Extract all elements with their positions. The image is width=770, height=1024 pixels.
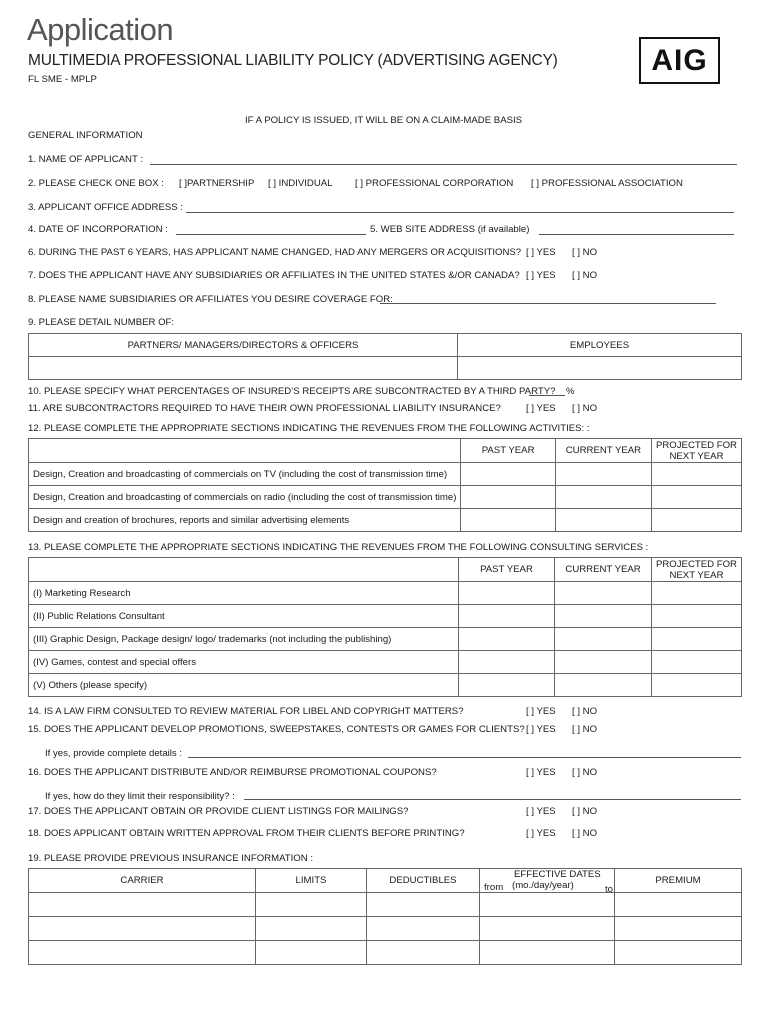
q14-no[interactable]: [ ] NO <box>572 706 598 717</box>
employees-count-field[interactable] <box>458 357 742 380</box>
q10-label: 10. PLEASE SPECIFY WHAT PERCENTAGES OF INSURED’S RECEIPTS ARE SUBCONTRACTED BY A THIRD PARTY? <box>28 386 556 397</box>
q6-label: 6. DURING THE PAST 6 YEARS, HAS APPLICANT NAME CHANGED, HAD ANY MERGERS OR ACQUISITIONS? <box>28 247 522 258</box>
employees-header: EMPLOYEES <box>458 334 742 357</box>
subsidiaries-field[interactable] <box>380 303 716 304</box>
headcount-table <box>28 333 742 380</box>
website-field[interactable] <box>539 234 734 235</box>
q6-no[interactable]: [ ] NO <box>572 247 598 258</box>
current-year-header: CURRENT YEAR <box>555 439 651 463</box>
past-year-header: PAST YEAR <box>458 558 554 582</box>
q5-label: 5. WEB SITE ADDRESS (if available) <box>370 224 530 235</box>
q8-label: 8. PLEASE NAME SUBSIDIARIES OR AFFILIATES YOU DESIRE COVERAGE FOR: <box>28 294 393 305</box>
q17-yes[interactable]: [ ] YES <box>526 806 556 817</box>
effective-dates-header: EFFECTIVE DATES (mo./day/year) from to <box>480 869 615 893</box>
q11-yes[interactable]: [ ] YES <box>526 403 556 414</box>
page-title: Application <box>27 12 174 47</box>
partners-count-field[interactable] <box>29 357 458 380</box>
projected-header: PROJECTED FOR NEXT YEAR <box>651 558 741 582</box>
consulting-revenue-table <box>28 557 742 697</box>
q7-label: 7. DOES THE APPLICANT HAVE ANY SUBSIDIARIES OR AFFILIATES IN THE UNITED STATES &/OR CANADA? <box>28 270 520 281</box>
q15-label: 15. DOES THE APPLICANT DEVELOP PROMOTIONS, SWEEPSTAKES, CONTESTS OR GAMES FOR CLIENTS? <box>28 724 525 735</box>
policy-subtitle: MULTIMEDIA PROFESSIONAL LIABILITY POLICY (ADVERTISING AGENCY) <box>28 52 558 69</box>
q7-no[interactable]: [ ] NO <box>572 270 598 281</box>
premium-header: PREMIUM <box>615 869 742 893</box>
q3-label: 3. APPLICANT OFFICE ADDRESS : <box>28 202 183 213</box>
past-year-header: PAST YEAR <box>461 439 555 463</box>
table-row: Design and creation of brochures, reports and similar advertising elements <box>29 509 461 532</box>
q7-yes[interactable]: [ ] YES <box>526 270 556 281</box>
promotions-details-field[interactable] <box>188 757 741 758</box>
table-row: Design, Creation and broadcasting of commercials on radio (including the cost of transmission time) <box>29 486 461 509</box>
table-row: (IV) Games, contest and special offers <box>29 651 459 674</box>
table-row: Design, Creation and broadcasting of commercials on TV (including the cost of transmission time) <box>29 463 461 486</box>
table-row: (II) Public Relations Consultant <box>29 605 459 628</box>
checkbox-professional-corporation[interactable]: [ ] PROFESSIONAL CORPORATION <box>355 178 514 189</box>
q12-label: 12. PLEASE COMPLETE THE APPROPRIATE SECTIONS INDICATING THE REVENUES FROM THE FOLLOWING ACTIVITIES: : <box>28 423 590 434</box>
q6-yes[interactable]: [ ] YES <box>526 247 556 258</box>
q18-no[interactable]: [ ] NO <box>572 828 598 839</box>
q13-label: 13. PLEASE COMPLETE THE APPROPRIATE SECTIONS INDICATING THE REVENUES FROM THE FOLLOWING CONSULTING SERVICES : <box>28 542 649 553</box>
applicant-name-field[interactable] <box>150 164 737 165</box>
q16-label: 16. DOES THE APPLICANT DISTRIBUTE AND/OR REIMBURSE PROMOTIONAL COUPONS? <box>28 767 437 778</box>
q16-yes[interactable]: [ ] YES <box>526 767 556 778</box>
q14-yes[interactable]: [ ] YES <box>526 706 556 717</box>
subcontract-percent-field[interactable] <box>529 395 565 396</box>
q16-detail-label: If yes, how do they limit their responsibility? : <box>45 791 235 802</box>
q18-label: 18. DOES APPLICANT OBTAIN WRITTEN APPROVAL FROM THEIR CLIENTS BEFORE PRINTING? <box>28 828 465 839</box>
q14-label: 14. IS A LAW FIRM CONSULTED TO REVIEW MATERIAL FOR LIBEL AND COPYRIGHT MATTERS? <box>28 706 464 717</box>
q4-label: 4. DATE OF INCORPORATION : <box>28 224 168 235</box>
q11-label: 11. ARE SUBCONTRACTORS REQUIRED TO HAVE THEIR OWN PROFESSIONAL LIABILITY INSURANCE? <box>28 403 501 414</box>
office-address-field[interactable] <box>186 212 734 213</box>
incorporation-date-field[interactable] <box>176 234 366 235</box>
aig-logo: AIG <box>639 37 720 84</box>
current-year-header: CURRENT YEAR <box>555 558 652 582</box>
partners-header: PARTNERS/ MANAGERS/DIRECTORS & OFFICERS <box>29 334 458 357</box>
percent-sign: % <box>566 386 575 397</box>
q17-no[interactable]: [ ] NO <box>572 806 598 817</box>
q11-no[interactable]: [ ] NO <box>572 403 598 414</box>
q16-no[interactable]: [ ] NO <box>572 767 598 778</box>
coupons-limit-field[interactable] <box>244 799 741 800</box>
q2-label: 2. PLEASE CHECK ONE BOX : <box>28 178 164 189</box>
carrier-header: CARRIER <box>29 869 256 893</box>
section-heading: GENERAL INFORMATION <box>28 130 143 141</box>
table-row: (I) Marketing Research <box>29 582 459 605</box>
activities-revenue-table <box>28 438 742 532</box>
q18-yes[interactable]: [ ] YES <box>526 828 556 839</box>
limits-header: LIMITS <box>256 869 367 893</box>
table-row: (V) Others (please specify) <box>29 674 459 697</box>
q9-label: 9. PLEASE DETAIL NUMBER OF: <box>28 317 175 328</box>
claim-notice: IF A POLICY IS ISSUED, IT WILL BE ON A CLAIM-MADE BASIS <box>245 115 523 126</box>
deductibles-header: DEDUCTIBLES <box>367 869 480 893</box>
table-row: (III) Graphic Design, Package design/ logo/ trademarks (not including the publishing) <box>29 628 459 651</box>
q17-label: 17. DOES THE APPLICANT OBTAIN OR PROVIDE CLIENT LISTINGS FOR MAILINGS? <box>28 806 409 817</box>
checkbox-partnership[interactable]: [ ]PARTNERSHIP <box>179 178 255 189</box>
q1-label: 1. NAME OF APPLICANT : <box>28 154 143 165</box>
form-code: FL SME - MPLP <box>28 74 97 85</box>
q15-yes[interactable]: [ ] YES <box>526 724 556 735</box>
checkbox-individual[interactable]: [ ] INDIVIDUAL <box>268 178 333 189</box>
q15-no[interactable]: [ ] NO <box>572 724 598 735</box>
q15-detail-label: If yes, provide complete details : <box>45 748 183 759</box>
q19-label: 19. PLEASE PROVIDE PREVIOUS INSURANCE INFORMATION : <box>28 853 314 864</box>
checkbox-professional-association[interactable]: [ ] PROFESSIONAL ASSOCIATION <box>531 178 683 189</box>
previous-insurance-table <box>28 868 742 965</box>
projected-header: PROJECTED FOR NEXT YEAR <box>651 439 741 463</box>
